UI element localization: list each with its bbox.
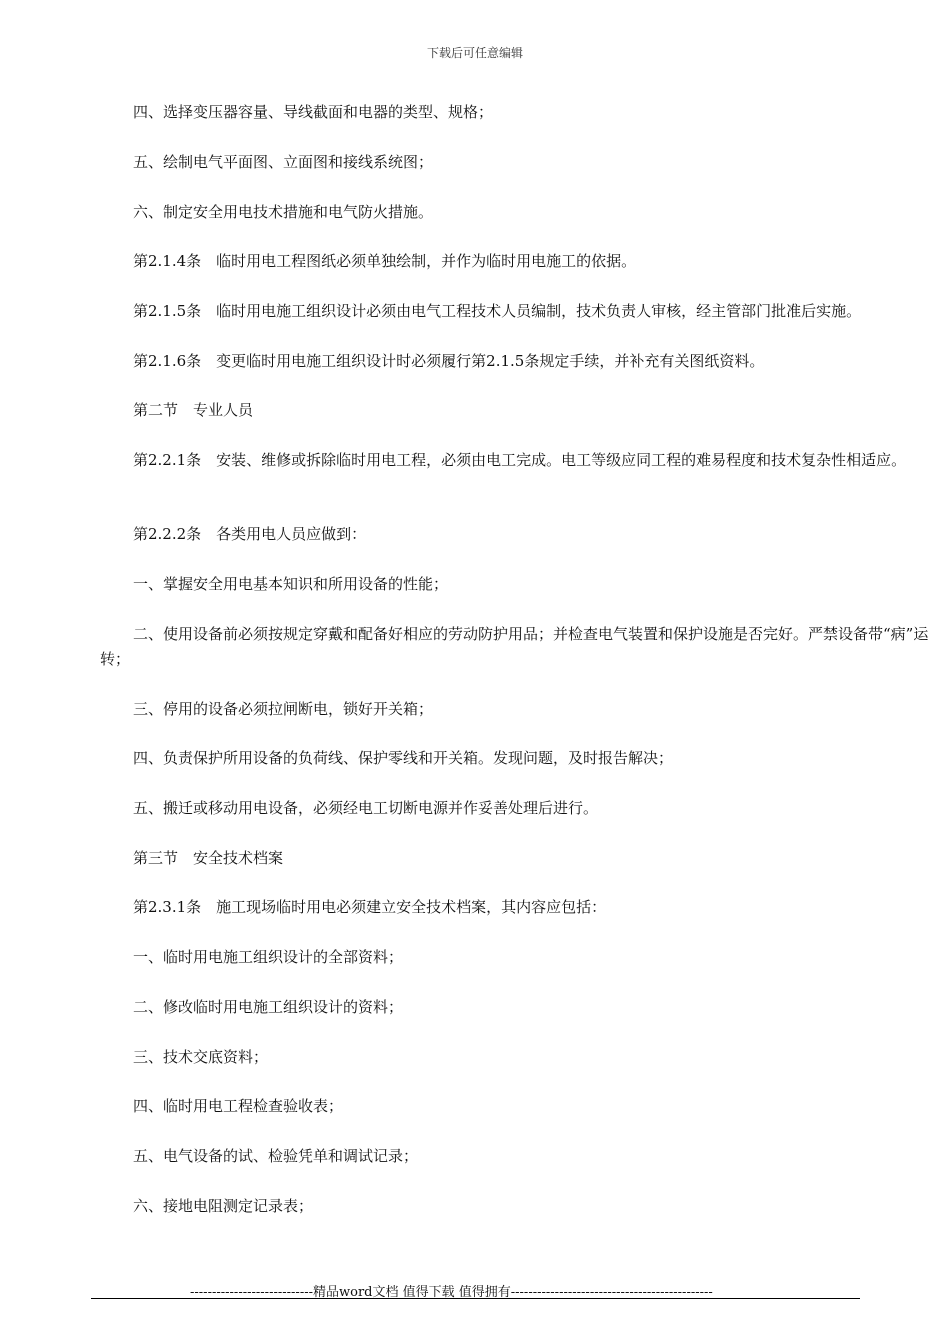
section-heading: 第二节 专业人员: [133, 401, 254, 419]
footer-divider: [91, 1298, 860, 1299]
paragraph: 六、接地电阻测定记录表；: [133, 1197, 314, 1215]
article-paragraph: 第2.1.4条 临时用电工程图纸必须单独绘制，并作为临时用电施工的依据。: [133, 252, 637, 270]
paragraph: 三、技术交底资料；: [133, 1048, 269, 1066]
article-paragraph: 第2.1.6条 变更临时用电施工组织设计时必须履行第2.1.5条规定手续，并补充有关图纸资料。: [133, 352, 765, 370]
article-paragraph: 第2.3.1条 施工现场临时用电必须建立安全技术档案，其内容应包括：: [133, 898, 607, 916]
article-paragraph: 第2.2.1条 安装、维修或拆除临时用电工程，必须由电工完成。电工等级应同工程的难易程度和技术复杂性相适应。: [133, 451, 907, 469]
paragraph: 三、停用的设备必须拉闸断电，锁好开关箱；: [133, 700, 434, 718]
paragraph: 四、负责保护所用设备的负荷线、保护零线和开关箱。发现问题，及时报告解决；: [133, 749, 674, 767]
paragraph: 五、搬迁或移动用电设备，必须经电工切断电源并作妥善处理后进行。: [133, 799, 599, 817]
paragraph: 五、电气设备的试、检验凭单和调试记录；: [133, 1147, 419, 1165]
paragraph: 一、掌握安全用电基本知识和所用设备的性能；: [133, 575, 449, 593]
paragraph: 二、使用设备前必须按规定穿戴和配备好相应的劳动防护用品；并检查电气装置和保护设施是否完好。严禁设备带“病”运转；: [100, 625, 929, 668]
paragraph: 四、选择变压器容量、导线截面和电器的类型、规格；: [133, 103, 494, 121]
page-footer: ----------------------------精品word文档 值得下载 值得拥有----------------------------------------------: [190, 1285, 713, 1300]
paragraph: 二、修改临时用电施工组织设计的资料；: [133, 998, 404, 1016]
section-heading: 第三节 安全技术档案: [133, 849, 284, 867]
paragraph: 四、临时用电工程检查验收表；: [133, 1097, 344, 1115]
paragraph: 一、临时用电施工组织设计的全部资料；: [133, 948, 404, 966]
paragraph: 六、制定安全用电技术措施和电气防火措施。: [133, 203, 434, 221]
page-header: 下载后可任意编辑: [426, 46, 523, 60]
article-paragraph: 第2.1.5条 临时用电施工组织设计必须由电气工程技术人员编制，技术负责人审核，经主管部门批准后实施。: [133, 302, 862, 320]
article-paragraph: 第2.2.2条 各类用电人员应做到：: [133, 525, 367, 543]
paragraph: 五、绘制电气平面图、立面图和接线系统图；: [133, 153, 434, 171]
